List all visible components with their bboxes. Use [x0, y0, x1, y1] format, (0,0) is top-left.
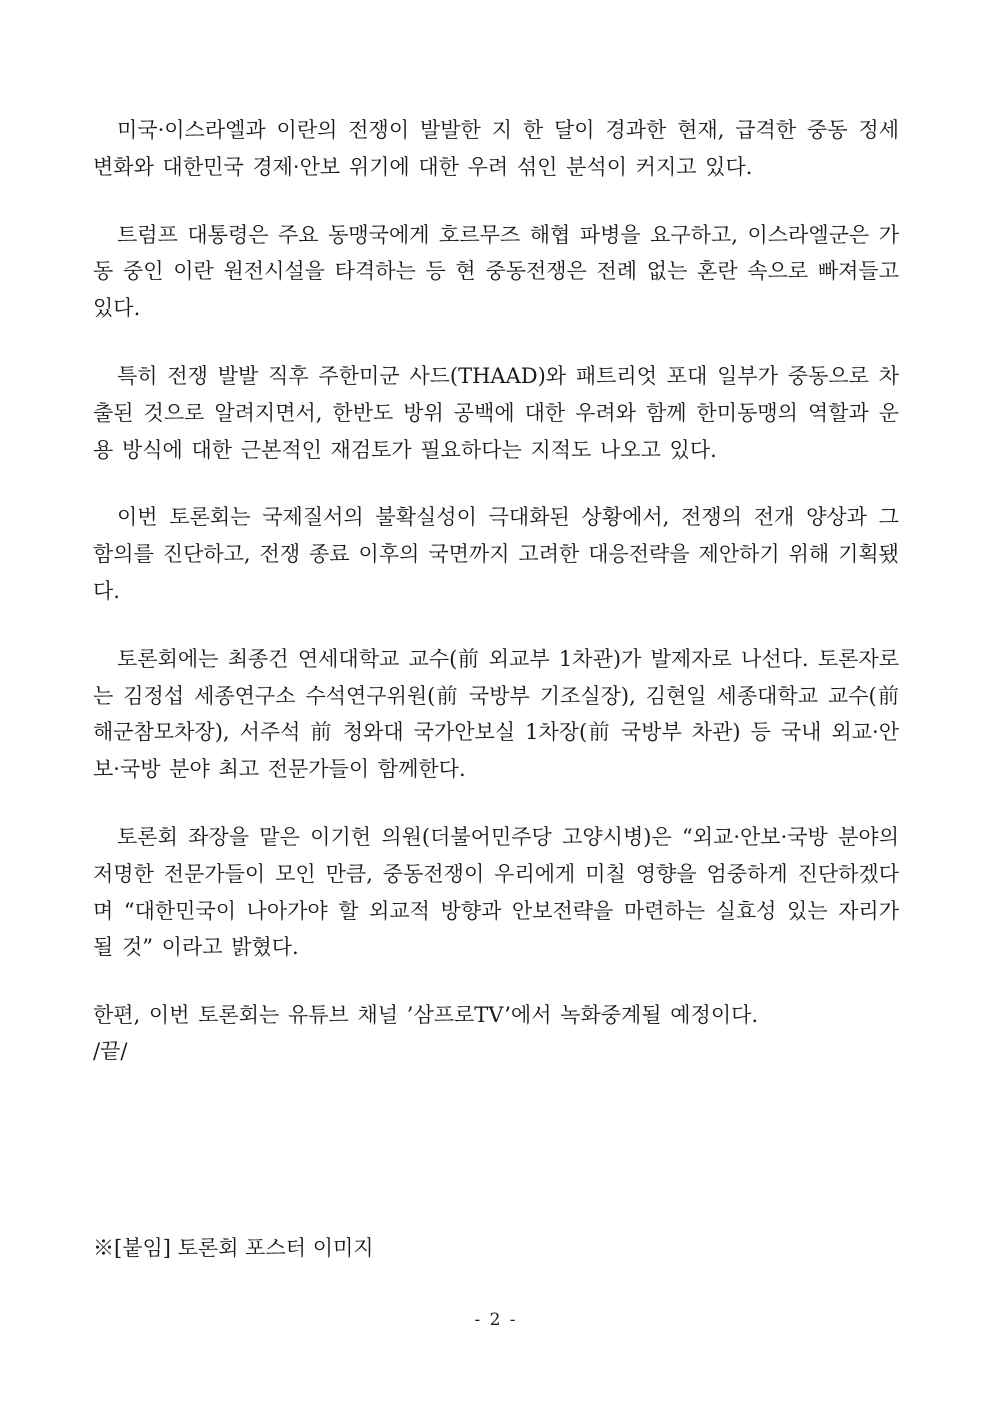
- paragraph-trump-hormuz: 트럼프 대통령은 주요 동맹국에게 호르무즈 해협 파병을 요구하고, 이스라엘군은 가동 중인 이란 원전시설을 타격하는 등 현 중동전쟁은 전례 없는 혼란 속으로 빠져들고 있다.: [93, 222, 899, 321]
- paragraph-chair-quote: 토론회 좌장을 맡은 이기헌 의원(더불어민주당 고양시병)은 “외교·안보·국방 분야의 저명한 전문가들이 모인 만큼, 중동전쟁이 우리에게 미칠 영향을 엄중하게 진단하겠다며 “대한민국이 나아가야 할 외교적 방향과 안보전략을 마련하는 실효성 있는 자리가 될 것” 이라고 밝혔다.: [93, 824, 899, 960]
- end-mark: /끝/: [93, 1038, 128, 1063]
- page-number: - 2 -: [474, 1310, 518, 1330]
- document-body: [93, 112, 899, 1068]
- paragraph-broadcast-notice: 한편, 이번 토론회는 유튜브 채널 ’삼프로TV’에서 녹화중계될 예정이다.: [93, 1003, 759, 1028]
- paragraph-speakers: 토론회에는 최종건 연세대학교 교수(前 외교부 1차관)가 발제자로 나선다. 토론자로는 김정섭 세종연구소 수석연구위원(前 국방부 기조실장), 김현일 세종대학교 교수(前 해군참모차장), 서주석 前 청와대 국가안보실 1차장(前 국방부 차관) 등 국내 외교·안보·국방 분야 최고 전문가들이 함께한다.: [93, 646, 899, 782]
- paragraph-war-overview: 미국·이스라엘과 이란의 전쟁이 발발한 지 한 달이 경과한 현재, 급격한 중동 정세 변화와 대한민국 경제·안보 위기에 대한 우려 섞인 분석이 커지고 있다.: [93, 118, 899, 179]
- paragraph-thaad-redeployment: 특히 전쟁 발발 직후 주한미군 사드(THAAD)와 패트리엇 포대 일부가 중동으로 차출된 것으로 알려지면서, 한반도 방위 공백에 대한 우려와 함께 한미동맹의 역할과 운용 방식에 대한 근본적인 재검토가 필요하다는 지적도 나오고 있다.: [93, 363, 899, 462]
- attachment-note: ※[붙임] 토론회 포스터 이미지: [93, 1236, 374, 1260]
- paragraph-forum-purpose: 이번 토론회는 국제질서의 불확실성이 극대화된 상황에서, 전쟁의 전개 양상과 그 함의를 진단하고, 전쟁 종료 이후의 국면까지 고려한 대응전략을 제안하기 위해 기획됐다.: [93, 505, 899, 603]
